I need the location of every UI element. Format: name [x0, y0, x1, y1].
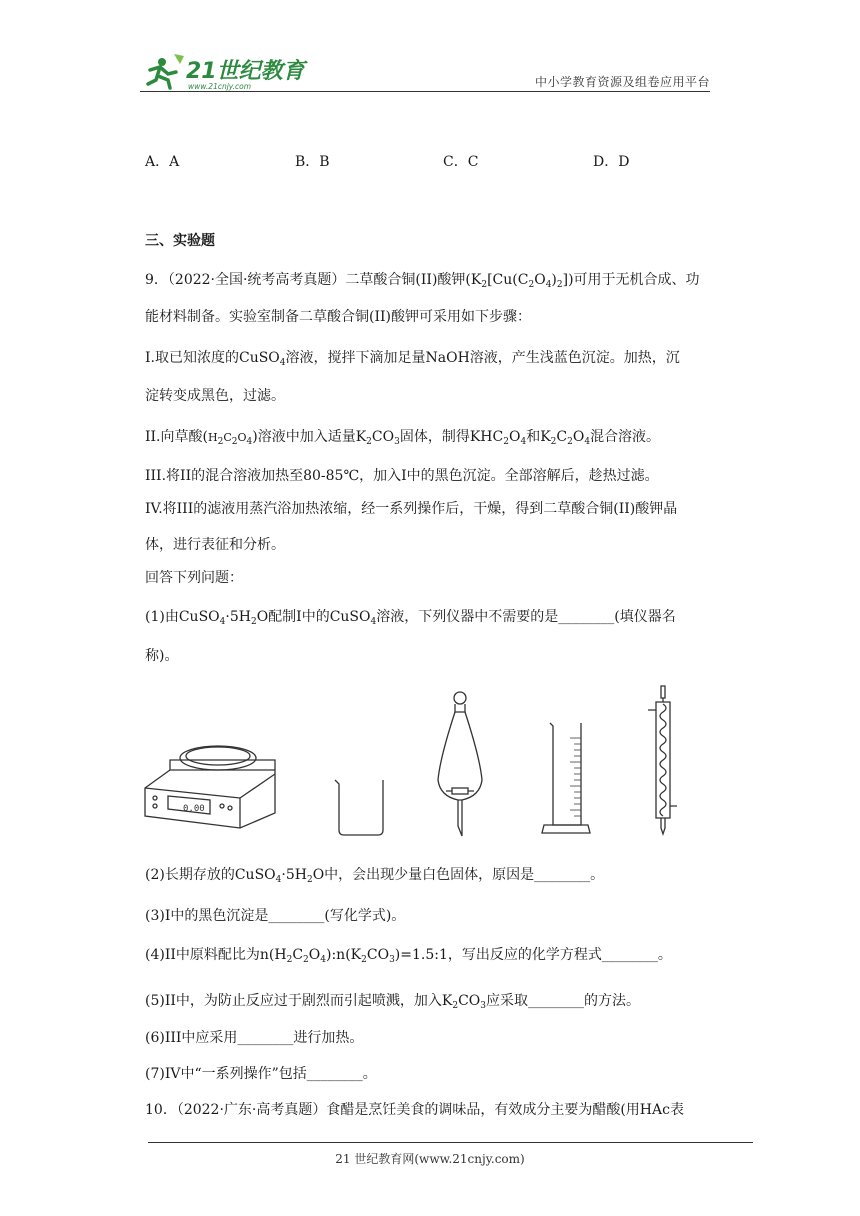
- formula: CuSO$_4$: [238, 350, 286, 368]
- q9-step-1-cont: 淀转变成黑色，过滤。: [145, 388, 285, 404]
- q9-line-1: 9．（2022·全国·统考高考真题）二草酸合铜(II)酸钾$(K_2[Cu(C_2O_4)_2])$可用于无机合成、功: [145, 272, 700, 290]
- beaker-icon: [335, 780, 383, 835]
- q9-step-3: III.将II的混合溶液加热至80-85℃，加入I中的黑色沉淀。全部溶解后，趁热过滤。: [145, 468, 659, 484]
- q9-part-7: (7)IV中“一系列操作”包括________。: [145, 1066, 377, 1082]
- q9-part-6: (6)III中应采用________进行加热。: [145, 1030, 364, 1046]
- q9-part-2: (2)长期存放的$CuSO_4\cdot 5H_2O$中，会出现少量白色固体，原因是________。: [145, 867, 605, 885]
- option-c: C．C: [443, 154, 479, 170]
- condenser-icon: [648, 686, 677, 834]
- q9-step-4: IV.将III的滤液用蒸汽浴加热浓缩，经一系列操作后，干燥，得到二草酸合铜(II)酸钾晶: [145, 501, 678, 517]
- formula: $K_2CO_3$: [441, 993, 487, 1011]
- q9-part-4: (4)II中原料配比为$n(H_2C_2O_4):n(K_2CO_3)=1.5:1$，写出反应的化学方程式________。: [145, 947, 672, 965]
- footer-divider: [148, 1142, 753, 1143]
- electronic-balance-icon: [145, 746, 275, 828]
- graduated-cylinder-icon: [542, 723, 590, 833]
- svg-text:www.21cnjy.com: www.21cnjy.com: [188, 82, 252, 91]
- runner-icon: [148, 54, 184, 88]
- header-divider: [140, 91, 710, 92]
- section-title: 三、实验题: [145, 233, 215, 249]
- formula: $n(H_2C_2O_4):n(K_2CO_3)=1.5:1$: [259, 947, 448, 965]
- q9-line-2: 能材料制备。实验室制备二草酸合铜(II)酸钾可采用如下步骤：: [145, 309, 531, 325]
- site-logo: [140, 50, 310, 92]
- q9-part-5: (5)II中，为防止反应过于剧烈而引起喷溅，加入$K_2CO_3$应采取________的方法。: [145, 993, 641, 1011]
- formula: $H_2C_2O_4$: [207, 431, 253, 447]
- platform-name: 中小学教育资源及组卷应用平台: [534, 75, 710, 89]
- footer-text: 21 世纪教育网(www.21cnjy.com): [335, 1152, 525, 1166]
- q9-step-4-cont: 体，进行表征和分析。: [145, 537, 285, 553]
- q9-ask: 回答下列问题：: [145, 570, 243, 586]
- instruments-figure: [140, 678, 700, 843]
- option-a: A．A: [145, 154, 180, 170]
- formula: $K_2[Cu(C_2O_4)_2]$: [470, 272, 569, 290]
- q9-step-2: II.向草酸$(H_2C_2O_4)$溶液中加入适量$K_2CO_3$固体，制得$KHC_2O_4$和$K_2C_2O_4$混合溶液。: [145, 429, 661, 447]
- formula: $CuSO_4\cdot 5H_2O$: [234, 867, 325, 885]
- svg-text:0.00: 0.00: [183, 804, 205, 814]
- q9-step-1: I.取已知浓度的CuSO$_4$溶液，搅拌下滴加足量NaOH溶液，产生浅蓝色沉淀。加热，沉: [145, 350, 680, 368]
- q10-line-1: 10．（2022·广东·高考真题）食醋是烹饪美食的调味品，有效成分主要为醋酸(用HAc表: [145, 1102, 684, 1118]
- formula: $CuSO_4\cdot 5H_2O$: [178, 609, 269, 627]
- option-d: D．D: [593, 154, 630, 170]
- q9-part-1: (1)由$CuSO_4\cdot 5H_2O$配制I中的CuSO$_4$溶液，下列仪器中不需要的是________(填仪器名: [145, 609, 676, 627]
- separatory-funnel-icon: [438, 692, 482, 836]
- formula: $K_2C_2O_4$: [540, 429, 591, 447]
- formula: $KHC_2O_4$: [469, 429, 527, 447]
- option-b: B．B: [295, 154, 330, 170]
- q9-part-3: (3)I中的黑色沉淀是________(写化学式)。: [145, 908, 406, 924]
- formula: CuSO$_4$: [329, 609, 377, 627]
- q9-part-1-cont: 称)。: [145, 648, 179, 664]
- svg-text:21世纪教育: 21世纪教育: [186, 59, 305, 84]
- formula: $K_2CO_3$: [355, 429, 400, 447]
